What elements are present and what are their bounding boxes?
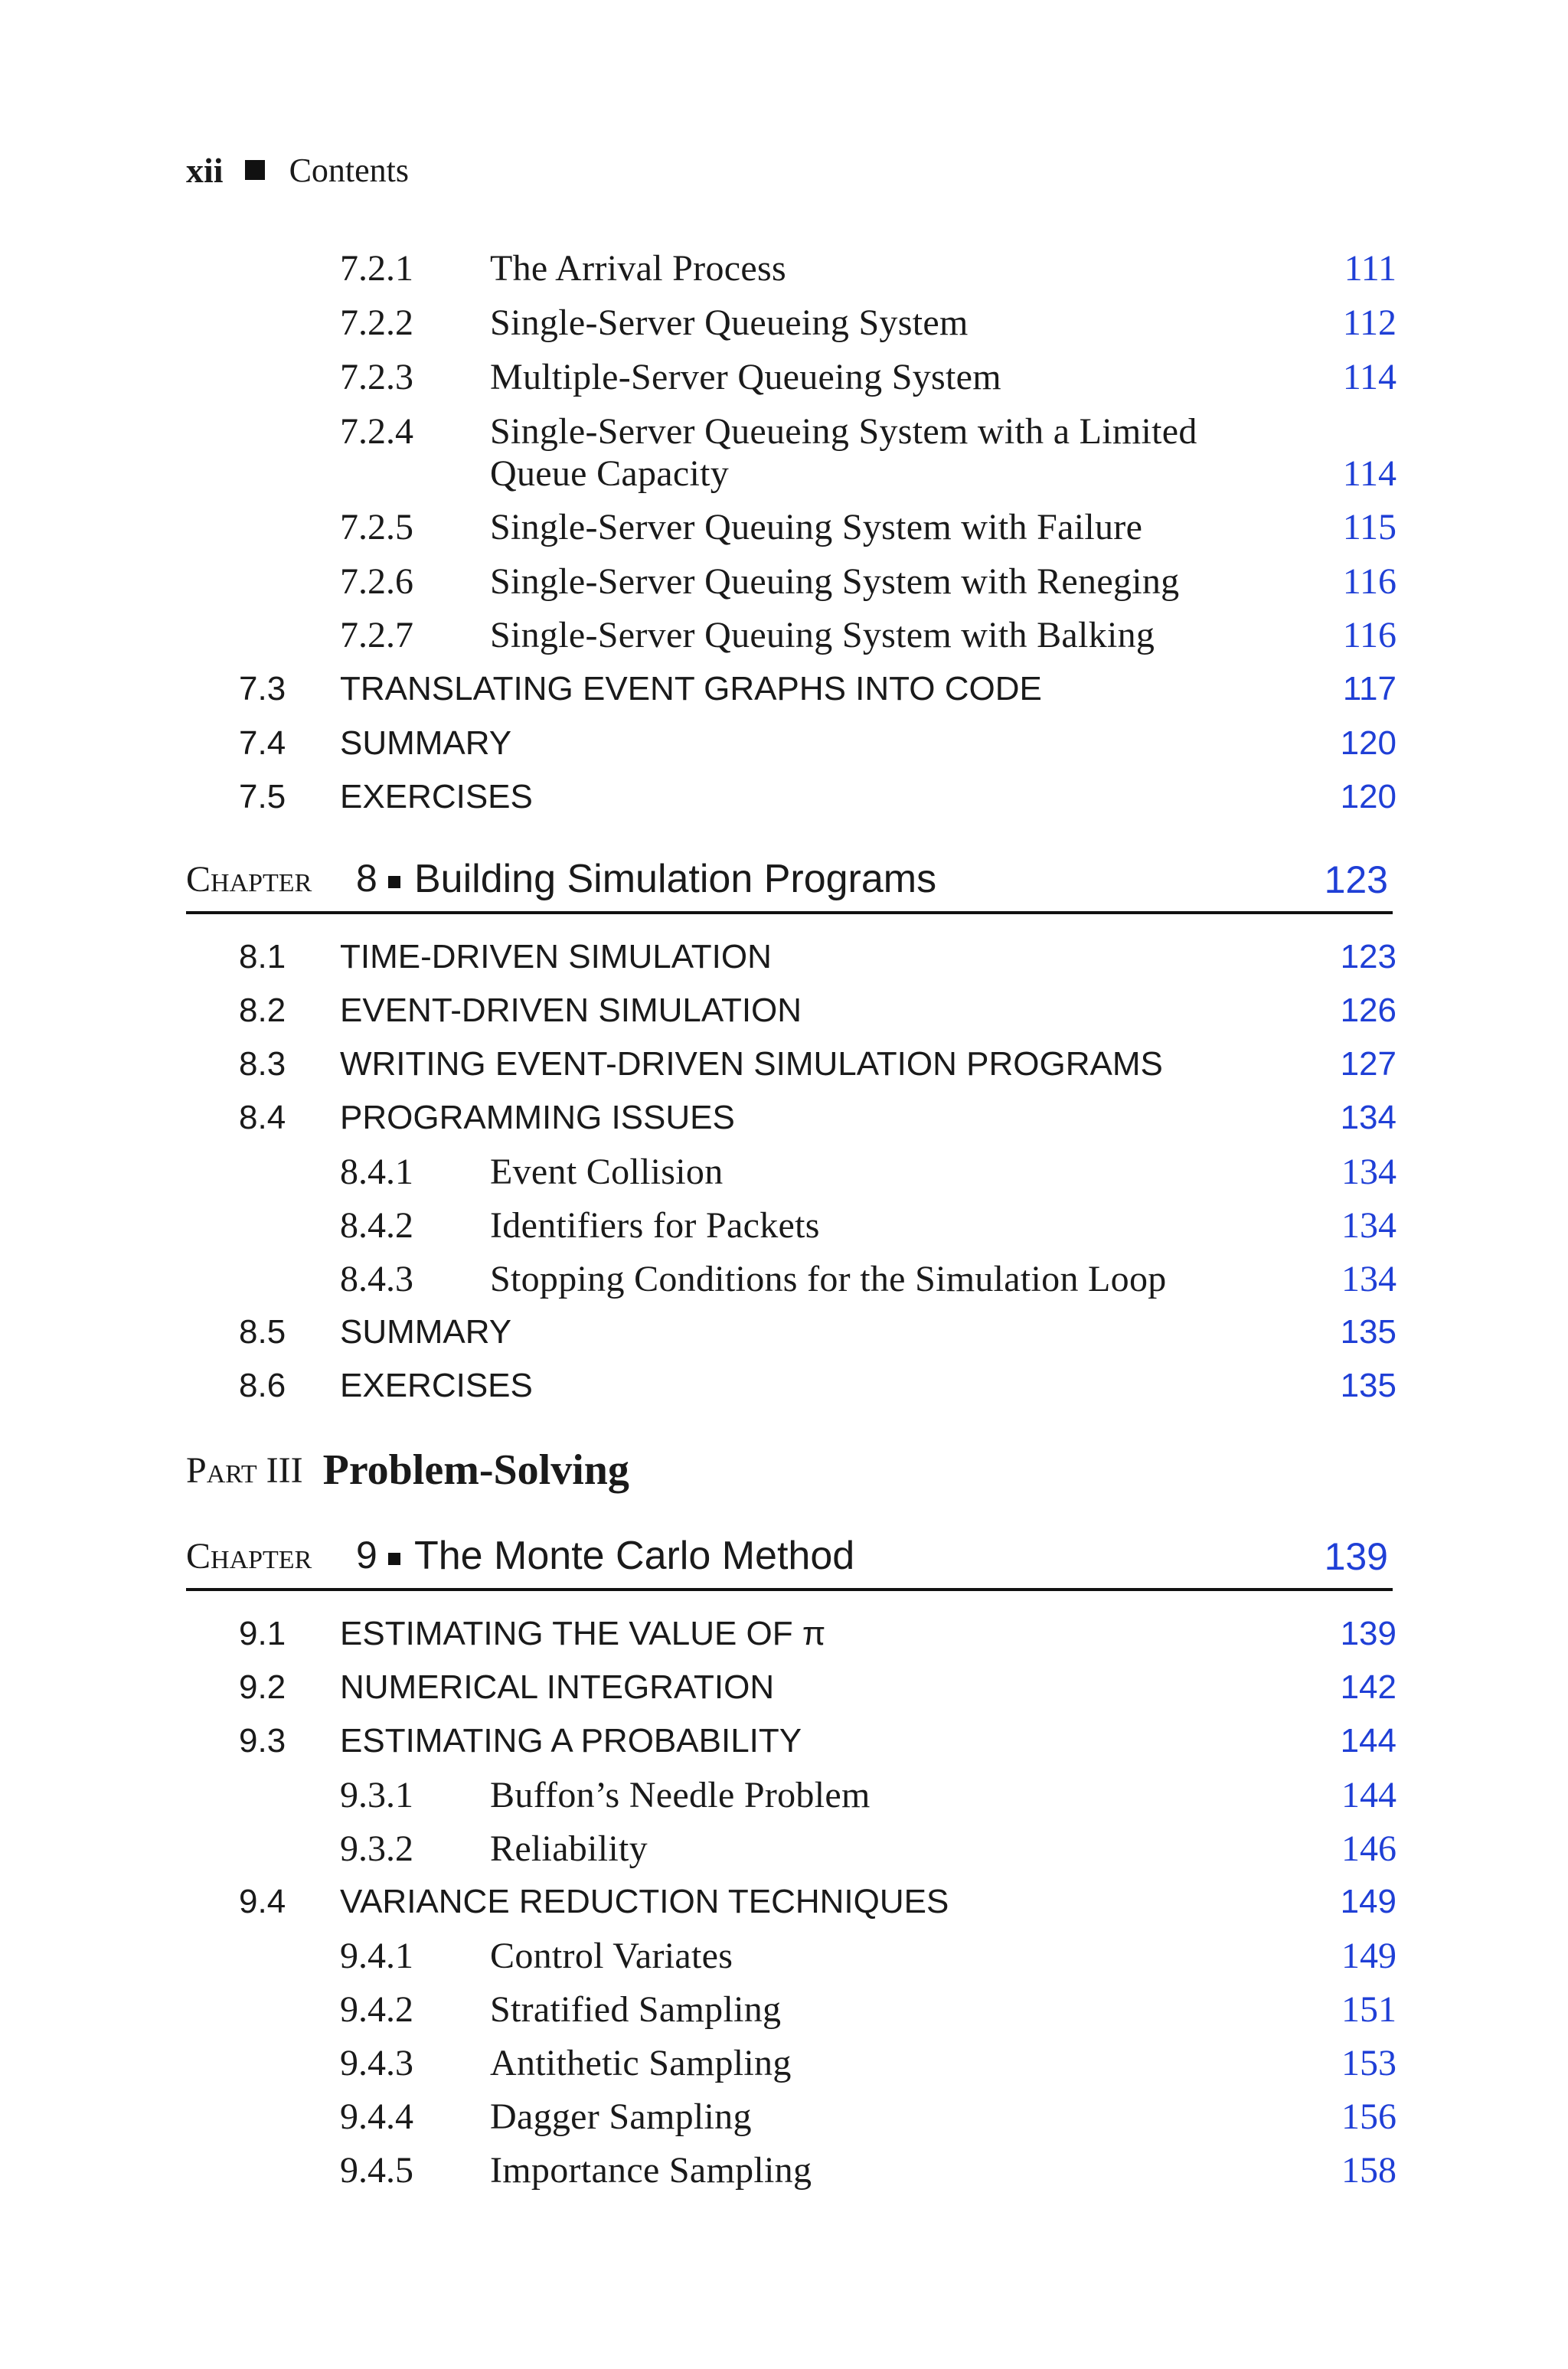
entry-page-link[interactable]: 120 bbox=[1340, 778, 1396, 815]
entry-page-link[interactable]: 144 bbox=[1340, 1722, 1396, 1760]
toc-entry-7-2-1[interactable] bbox=[340, 243, 1396, 292]
entry-title: Single-Server Queuing System with Reneging bbox=[490, 560, 1180, 602]
entry-number: 8.4 bbox=[239, 1099, 286, 1136]
entry-page-link[interactable]: 127 bbox=[1340, 1045, 1396, 1083]
entry-number: 8.4.1 bbox=[340, 1151, 413, 1192]
entry-page-link[interactable]: 134 bbox=[1341, 1258, 1396, 1299]
entry-page-link[interactable]: 146 bbox=[1341, 1828, 1396, 1869]
toc-entry-7-2-2[interactable] bbox=[340, 298, 1396, 347]
toc-entry-9-3-1[interactable] bbox=[340, 1770, 1396, 1819]
toc-entry-7-4[interactable] bbox=[239, 719, 1396, 768]
entry-page-link[interactable]: 158 bbox=[1341, 2149, 1396, 2191]
entry-title: ESTIMATING THE VALUE OF π bbox=[340, 1615, 826, 1652]
entry-page-link[interactable]: 120 bbox=[1340, 724, 1396, 762]
entry-page-link[interactable]: 149 bbox=[1340, 1883, 1396, 1920]
entry-number: 9.2 bbox=[239, 1668, 286, 1706]
entry-number: 9.4.3 bbox=[340, 2042, 413, 2083]
entry-number: 8.2 bbox=[239, 992, 286, 1029]
chapter-9-heading[interactable] bbox=[186, 1533, 1393, 1591]
entry-title: Antithetic Sampling bbox=[490, 2042, 792, 2083]
entry-number: 9.4.1 bbox=[340, 1935, 413, 1976]
toc-entry-9-3-2[interactable] bbox=[340, 1824, 1396, 1873]
toc-entry-9-4-4[interactable] bbox=[340, 2092, 1396, 2141]
chapter-title: Building Simulation Programs bbox=[414, 857, 937, 901]
entry-page-link[interactable]: 156 bbox=[1341, 2096, 1396, 2137]
entry-number: 7.2.7 bbox=[340, 614, 413, 655]
entry-title: Multiple-Server Queueing System bbox=[490, 356, 1001, 397]
toc-entry-8-5[interactable] bbox=[239, 1308, 1396, 1357]
entry-page-link[interactable]: 134 bbox=[1341, 1204, 1396, 1246]
toc-entry-9-4-2[interactable] bbox=[340, 1985, 1396, 2034]
entry-page-link[interactable]: 116 bbox=[1342, 560, 1396, 602]
entry-number: 9.1 bbox=[239, 1615, 286, 1652]
entry-title: SUMMARY bbox=[340, 724, 512, 762]
entry-number: 7.5 bbox=[239, 778, 286, 815]
entry-page-link[interactable]: 151 bbox=[1341, 1988, 1396, 2030]
entry-number: 8.4.2 bbox=[340, 1204, 413, 1246]
toc-entry-9-2[interactable] bbox=[239, 1663, 1396, 1712]
entry-page-link[interactable]: 112 bbox=[1342, 302, 1396, 343]
entry-page-link[interactable]: 123 bbox=[1340, 938, 1396, 975]
entry-title: Single-Server Queuing System with Failure bbox=[490, 506, 1143, 547]
toc-entry-7-2-6[interactable] bbox=[340, 557, 1396, 606]
running-title: Contents bbox=[289, 151, 410, 189]
entry-title: TRANSLATING EVENT GRAPHS INTO CODE bbox=[340, 670, 1042, 707]
entry-page-link[interactable]: 126 bbox=[1340, 992, 1396, 1029]
running-head bbox=[186, 147, 409, 193]
toc-entry-7-3[interactable] bbox=[239, 665, 1396, 714]
entry-title: Importance Sampling bbox=[490, 2149, 812, 2191]
entry-page-link[interactable]: 111 bbox=[1344, 247, 1396, 289]
entry-title: WRITING EVENT-DRIVEN SIMULATION PROGRAMS bbox=[340, 1045, 1163, 1083]
chapter-label: Chapter bbox=[186, 859, 312, 900]
entry-number: 9.4.5 bbox=[340, 2149, 413, 2191]
entry-title: TIME-DRIVEN SIMULATION bbox=[340, 938, 772, 975]
toc-entry-7-2-5[interactable] bbox=[340, 502, 1396, 551]
chapter-page-link[interactable]: 139 bbox=[1324, 1535, 1388, 1578]
chapter-8-heading[interactable] bbox=[186, 856, 1393, 914]
entry-title: Single-Server Queueing System bbox=[490, 302, 969, 343]
entry-title: NUMERICAL INTEGRATION bbox=[340, 1668, 775, 1706]
entry-number: 8.5 bbox=[239, 1313, 286, 1351]
entry-number: 8.6 bbox=[239, 1367, 286, 1404]
entry-title: Reliability bbox=[490, 1828, 648, 1869]
toc-entry-8-6[interactable] bbox=[239, 1361, 1396, 1410]
page-number: xii bbox=[186, 150, 224, 190]
entry-page-link[interactable]: 153 bbox=[1341, 2042, 1396, 2083]
entry-number: 9.3.2 bbox=[340, 1828, 413, 1869]
entry-page-link[interactable]: 114 bbox=[1342, 356, 1396, 397]
entry-number: 9.3 bbox=[239, 1722, 286, 1760]
entry-number: 8.3 bbox=[239, 1045, 286, 1083]
entry-page-link[interactable]: 135 bbox=[1340, 1367, 1396, 1404]
entry-page-link[interactable]: 114 bbox=[1342, 453, 1396, 494]
entry-page-link[interactable]: 117 bbox=[1342, 670, 1396, 707]
entry-title: EXERCISES bbox=[340, 1367, 533, 1404]
entry-title: ESTIMATING A PROBABILITY bbox=[340, 1722, 802, 1760]
entry-page-link[interactable]: 115 bbox=[1342, 506, 1396, 547]
chapter-title: The Monte Carlo Method bbox=[414, 1534, 855, 1578]
entry-title: The Arrival Process bbox=[490, 247, 786, 289]
entry-title: Buffon’s Needle Problem bbox=[490, 1774, 871, 1815]
entry-title: EVENT-DRIVEN SIMULATION bbox=[340, 992, 802, 1029]
entry-number: 9.3.1 bbox=[340, 1774, 413, 1815]
entry-number: 9.4.4 bbox=[340, 2096, 413, 2137]
entry-number: 9.4 bbox=[239, 1883, 286, 1920]
part-title: Problem-Solving bbox=[322, 1446, 629, 1494]
entry-title: EXERCISES bbox=[340, 778, 533, 815]
entry-title: Control Variates bbox=[490, 1935, 733, 1976]
entry-number: 8.4.3 bbox=[340, 1258, 413, 1299]
chapter-number: 9 bbox=[356, 1534, 377, 1577]
toc-entry-8-4-3[interactable] bbox=[340, 1254, 1396, 1303]
toc-entry-9-4-5[interactable] bbox=[340, 2145, 1396, 2194]
entry-title: Single-Server Queuing System with Balking bbox=[490, 614, 1155, 655]
toc-entry-9-4[interactable] bbox=[239, 1877, 1396, 1926]
entry-page-link[interactable]: 134 bbox=[1341, 1151, 1396, 1192]
toc-entry-8-1[interactable] bbox=[239, 933, 1396, 982]
entry-title: SUMMARY bbox=[340, 1313, 512, 1351]
entry-title: VARIANCE REDUCTION TECHNIQUES bbox=[340, 1883, 949, 1920]
toc-entry-9-3[interactable] bbox=[239, 1717, 1396, 1766]
chapter-label: Chapter bbox=[186, 1536, 312, 1577]
part-label: Part III bbox=[186, 1449, 303, 1491]
entry-number: 7.2.5 bbox=[340, 506, 413, 547]
entry-title: Identifiers for Packets bbox=[490, 1204, 820, 1246]
entry-title: Stratified Sampling bbox=[490, 1988, 782, 2030]
entry-title-continued: Queue Capacity bbox=[490, 453, 730, 494]
entry-page-link[interactable]: 116 bbox=[1342, 614, 1396, 655]
entry-title: Event Collision bbox=[490, 1151, 724, 1192]
toc-entry-7-2-4-continued[interactable] bbox=[340, 449, 1396, 498]
entry-title: Stopping Conditions for the Simulation Loop bbox=[490, 1258, 1167, 1299]
entry-number: 7.2.4 bbox=[340, 410, 413, 452]
square-bullet-icon bbox=[388, 1553, 400, 1565]
entry-page-link[interactable]: 139 bbox=[1340, 1615, 1396, 1652]
entry-title: PROGRAMMING ISSUES bbox=[340, 1099, 735, 1136]
entry-page-link[interactable]: 144 bbox=[1341, 1774, 1396, 1815]
entry-number: 7.2.3 bbox=[340, 356, 413, 397]
entry-number: 8.1 bbox=[239, 938, 286, 975]
square-bullet-icon bbox=[388, 876, 400, 888]
square-bullet-icon bbox=[245, 160, 265, 180]
entry-number: 7.3 bbox=[239, 670, 286, 707]
toc-entry-8-2[interactable] bbox=[239, 986, 1396, 1035]
toc-entry-7-5[interactable] bbox=[239, 773, 1396, 822]
entry-page-link[interactable]: 135 bbox=[1340, 1313, 1396, 1351]
toc-entry-9-4-3[interactable] bbox=[340, 2038, 1396, 2087]
entry-number: 7.2.6 bbox=[340, 560, 413, 602]
toc-entry-7-2-7[interactable] bbox=[340, 610, 1396, 659]
entry-number: 7.2.2 bbox=[340, 302, 413, 343]
chapter-page-link[interactable]: 123 bbox=[1324, 858, 1388, 901]
part-3-heading[interactable] bbox=[186, 1443, 629, 1498]
entry-number: 7.4 bbox=[239, 724, 286, 762]
toc-entry-7-2-3[interactable] bbox=[340, 352, 1396, 401]
toc-entry-8-4[interactable] bbox=[239, 1093, 1396, 1142]
toc-entry-9-1[interactable] bbox=[239, 1609, 1396, 1658]
entry-page-link[interactable]: 142 bbox=[1340, 1668, 1396, 1706]
entry-page-link[interactable]: 149 bbox=[1341, 1935, 1396, 1976]
entry-number: 7.2.1 bbox=[340, 247, 413, 289]
entry-number: 9.4.2 bbox=[340, 1988, 413, 2030]
toc-entry-9-4-1[interactable] bbox=[340, 1931, 1396, 1980]
entry-title: Single-Server Queueing System with a Limited bbox=[490, 410, 1197, 452]
toc-entry-8-4-2[interactable] bbox=[340, 1201, 1396, 1250]
entry-page-link[interactable]: 134 bbox=[1340, 1099, 1396, 1136]
toc-entry-8-4-1[interactable] bbox=[340, 1147, 1396, 1196]
entry-title: Dagger Sampling bbox=[490, 2096, 752, 2137]
chapter-number: 8 bbox=[356, 857, 377, 900]
toc-entry-8-3[interactable] bbox=[239, 1040, 1396, 1089]
